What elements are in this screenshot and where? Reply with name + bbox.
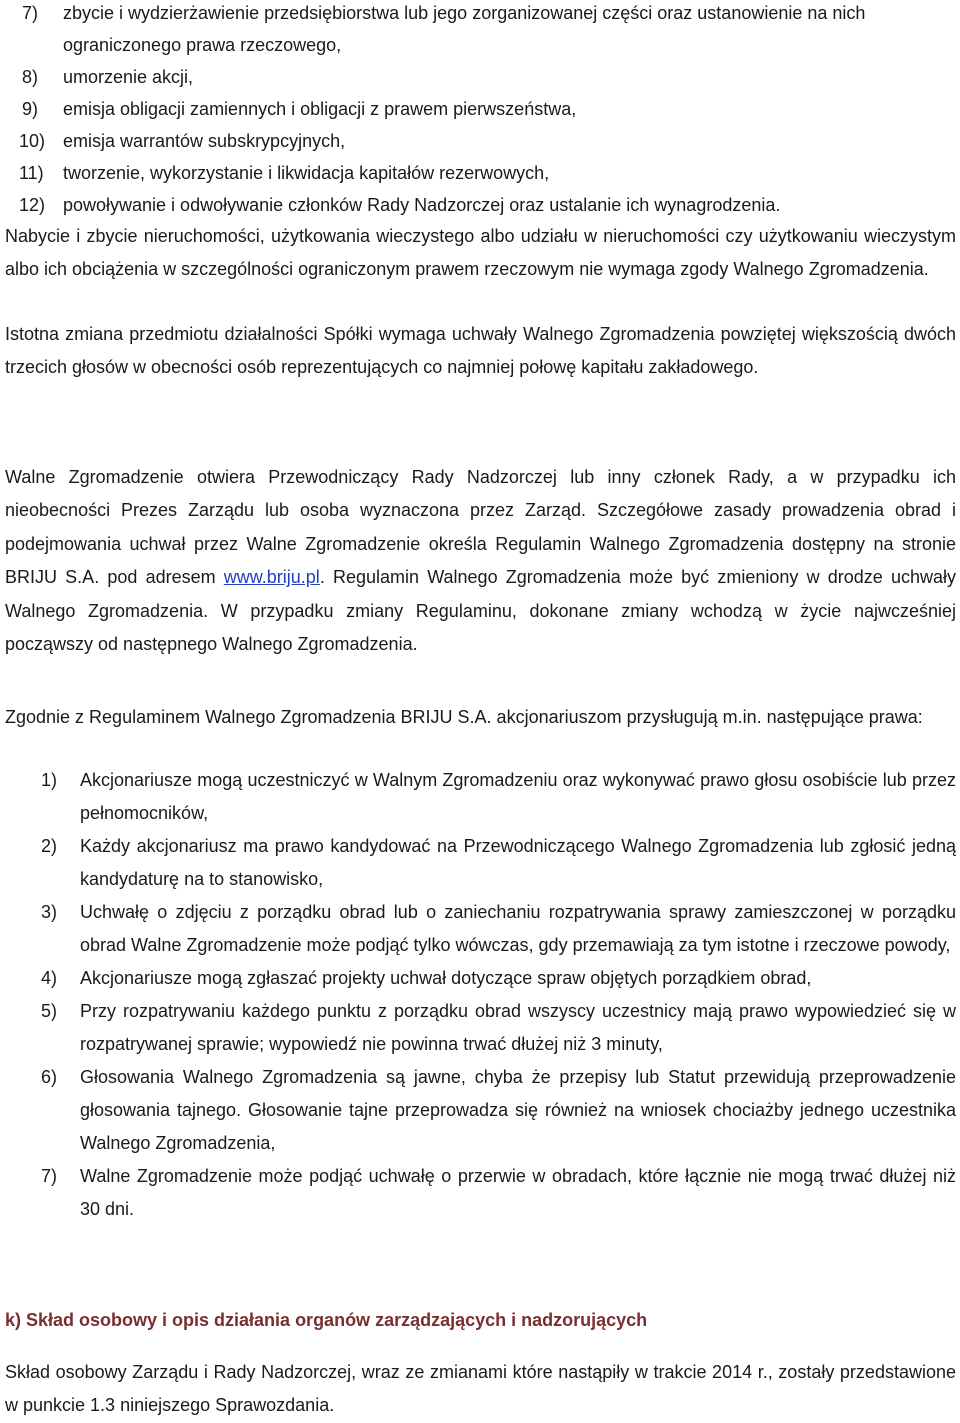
list-item-number: 11) bbox=[19, 163, 44, 183]
list-item bbox=[0, 93, 956, 125]
list-item-text: emisja warrantów subskrypcyjnych, bbox=[63, 131, 346, 151]
list-item-number: 7) bbox=[41, 1166, 58, 1186]
list-item-number: 4) bbox=[41, 968, 58, 988]
list-item-text: Każdy akcjonariusz ma prawo kandydować na Przewodniczącego Walnego Zgromadzenia lub zgłosić jedną kandydaturę na to stanowisko, bbox=[80, 836, 956, 889]
list-item-number: 7) bbox=[22, 3, 39, 23]
section-heading: k) Skład osobowy i opis działania organów zarządzających i nadzorujących bbox=[5, 1310, 648, 1330]
list-item-text: Głosowania Walnego Zgromadzenia są jawne, chyba że przepisy lub Statut przewidują przeprowadzenie głosowania tajnego. Głosowanie tajne przeprowadza się również na wniosek chociażby jednego uczestnika Walnego Zgromadzenia, bbox=[80, 1067, 956, 1153]
list-item bbox=[0, 962, 956, 995]
list-item-number: 12) bbox=[19, 195, 46, 215]
list-item-text: Akcjonariusze mogą zgłaszać projekty uchwał dotyczące spraw objętych porządkiem obrad, bbox=[80, 968, 812, 988]
list-item-number: 2) bbox=[41, 836, 58, 856]
list-item-number: 6) bbox=[41, 1067, 58, 1087]
paragraph-closing: Skład osobowy Zarządu i Rady Nadzorczej, wraz ze zmianami które nastąpiły w trakcie 2014 r., zostały przedstawione w punkcie 1.3 niniejszego Sprawozdania. bbox=[5, 1362, 956, 1416]
list-item-text: umorzenie akcji, bbox=[63, 67, 194, 87]
paragraph-general-meeting bbox=[5, 461, 956, 661]
paragraph-real-estate: Nabycie i zbycie nieruchomości, użytkowania wieczystego albo udziału w nieruchomości czy użytkowaniu wieczystym albo ich obciążenia w szczególności ograniczonym prawem rzeczowym nie wymaga zgody Walnego Zgromadzenia. bbox=[5, 226, 956, 280]
list-item bbox=[0, 1160, 956, 1226]
list-item bbox=[0, 157, 956, 189]
list-item bbox=[0, 189, 956, 221]
list-item-number: 8) bbox=[22, 67, 39, 87]
list-item-text: tworzenie, wykorzystanie i likwidacja kapitałów rezerwowych, bbox=[63, 163, 550, 183]
list-item-text: Uchwałę o zdjęciu z porządku obrad lub o zaniechaniu rozpatrywania sprawy zamieszczonej w porządku obrad Walne Zgromadzenie może podjąć tylko wówczas, gdy przemawiają za tym istotne i rzeczowe powody, bbox=[80, 902, 956, 955]
list-item bbox=[0, 125, 956, 157]
resolution-list bbox=[0, 0, 956, 221]
paragraph-text: . Regulamin Walnego Zgromadzenia może być zmieniony w drodze uchwały Walnego Zgromadzenia. W przypadku zmiany Regulaminu, dokonane zmiany wchodzą w życie najwcześniej począwszy od następnego Walnego Zgromadzenia. bbox=[5, 567, 956, 655]
list-item bbox=[0, 896, 956, 962]
paragraph-text: Walne Zgromadzenie otwiera Przewodniczący Rady Nadzorczej lub inny członek Rady, a w przypadku ich nieobecności Prezes Zarządu lub osoba wyznaczona przez Zarząd. Szczegółowe zasady prowadzenia obrad i podejmowania uchwał przez Walne Zgromadzenie określa Regulamin Walnego Zgromadzenia dostępny na stronie BRIJU S.A. pod adresem bbox=[5, 467, 956, 588]
list-item-number: 9) bbox=[22, 99, 39, 119]
list-item bbox=[0, 995, 956, 1061]
list-item-number: 3) bbox=[41, 902, 58, 922]
list-item-number: 5) bbox=[41, 1001, 58, 1021]
paragraph-business-change: Istotna zmiana przedmiotu działalności Spółki wymaga uchwały Walnego Zgromadzenia powziętej większością dwóch trzecich głosów w obecności osób reprezentujących co najmniej połowę kapitału zakładowego. bbox=[5, 324, 956, 378]
list-item-text: zbycie i wydzierżawienie przedsiębiorstwa lub jego zorganizowanej części oraz ustanowienie na nich ograniczonego prawa rzeczowego, bbox=[63, 3, 866, 55]
list-item-text: powoływanie i odwoływanie członków Rady Nadzorczej oraz ustalanie ich wynagrodzenia. bbox=[63, 195, 781, 215]
list-item-number: 10) bbox=[19, 131, 46, 151]
list-item-text: Akcjonariusze mogą uczestniczyć w Walnym Zgromadzeniu oraz wykonywać prawo głosu osobiście lub przez pełnomocników, bbox=[80, 770, 956, 823]
list-item bbox=[0, 61, 956, 93]
paragraph-shareholder-rights-intro: Zgodnie z Regulaminem Walnego Zgromadzenia BRIJU S.A. akcjonariuszom przysługują m.in. następujące prawa: bbox=[5, 707, 923, 727]
shareholder-rights-list bbox=[0, 764, 956, 1226]
list-item bbox=[0, 830, 956, 896]
website-link[interactable]: www.briju.pl bbox=[223, 567, 320, 588]
list-item-text: emisja obligacji zamiennych i obligacji z prawem pierwszeństwa, bbox=[63, 99, 577, 119]
list-item bbox=[0, 0, 956, 61]
list-item bbox=[0, 1061, 956, 1160]
list-item bbox=[0, 764, 956, 830]
list-item-text: Przy rozpatrywaniu każdego punktu z porządku obrad wszyscy uczestnicy mają prawo wypowiedzieć się w rozpatrywanej sprawie; wypowiedź nie powinna trwać dłużej niż 3 minuty, bbox=[80, 1001, 956, 1054]
list-item-text: Walne Zgromadzenie może podjąć uchwałę o przerwie w obradach, które łącznie nie mogą trwać dłużej niż 30 dni. bbox=[80, 1166, 956, 1219]
list-item-number: 1) bbox=[41, 770, 58, 790]
